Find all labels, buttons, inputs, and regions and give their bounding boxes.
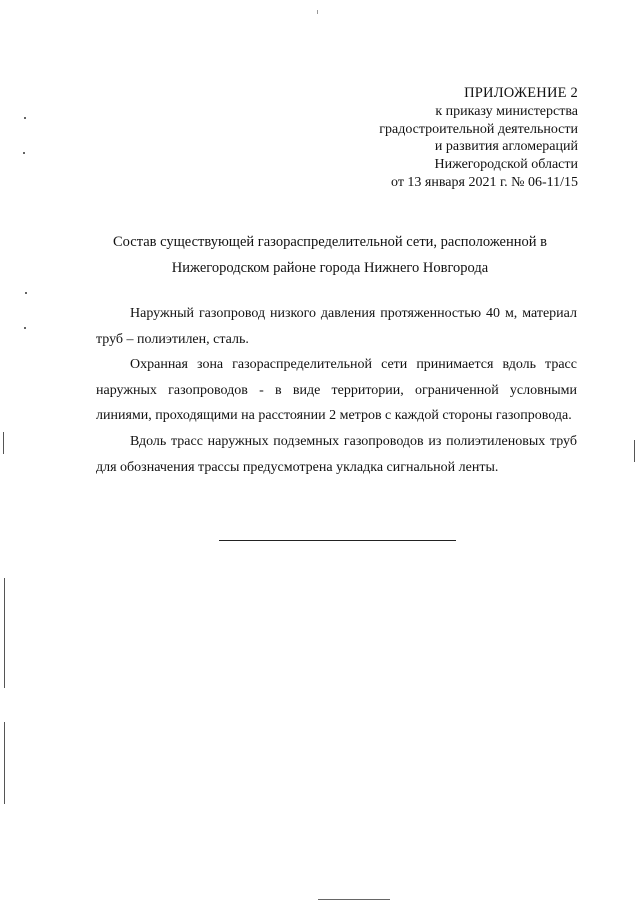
appendix-line: градостроительной деятельности bbox=[379, 121, 578, 137]
heading-line: Нижегородском районе города Нижнего Новгорода bbox=[171, 260, 489, 276]
body-paragraph: Охранная зона газораспределительной сети принимается вдоль трасс наружных газопроводов - в виде территории, ограниченной условными линиями, проходящими на расстоянии 2 метров с каждой стороны газопровода. bbox=[96, 357, 577, 424]
heading-line: Состав существующей газораспределительной сети, расположенной в bbox=[113, 234, 547, 250]
appendix-title: ПРИЛОЖЕНИЕ 2 bbox=[464, 85, 578, 101]
document-body bbox=[96, 301, 577, 480]
scan-mark bbox=[3, 432, 4, 454]
body-paragraph: Наружный газопровод низкого давления протяженностью 40 м, материал труб – полиэтилен, сталь. bbox=[96, 306, 577, 347]
end-separator-line bbox=[219, 540, 456, 541]
body-paragraph: Вдоль трасс наружных подземных газопроводов из полиэтиленовых труб для обозначения трассы предусмотрена укладка сигнальной ленты. bbox=[96, 433, 577, 475]
appendix-line: к приказу министерства bbox=[435, 103, 578, 119]
appendix-header bbox=[379, 85, 578, 192]
appendix-line: и развития агломераций bbox=[434, 139, 578, 155]
scan-mark bbox=[24, 117, 26, 119]
appendix-line: Нижегородской области bbox=[434, 157, 578, 173]
appendix-order-date: от 13 января 2021 г. № 06-11/15 bbox=[391, 174, 578, 190]
scan-mark bbox=[317, 10, 318, 14]
scan-mark bbox=[4, 578, 5, 688]
document-heading bbox=[80, 229, 580, 281]
scan-mark bbox=[634, 440, 635, 462]
scan-mark bbox=[25, 292, 27, 294]
scan-mark bbox=[23, 152, 25, 154]
scan-mark bbox=[4, 722, 5, 804]
scan-mark bbox=[318, 899, 390, 900]
scan-mark bbox=[24, 327, 26, 329]
